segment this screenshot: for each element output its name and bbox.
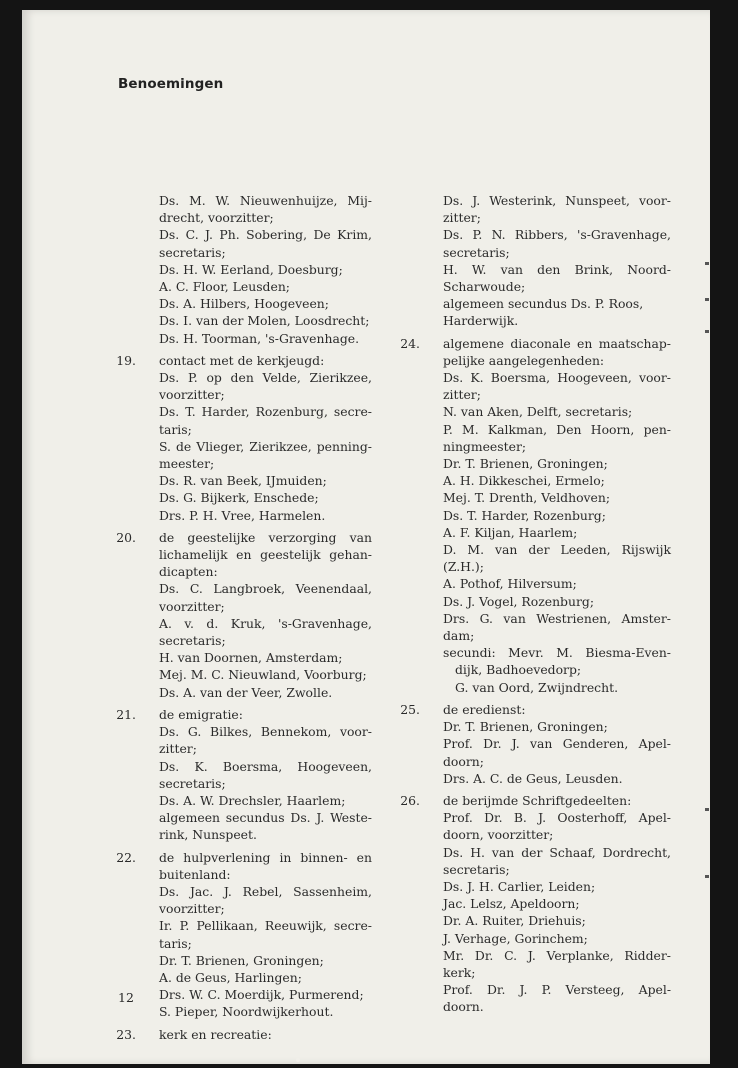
text-line: lichamelijk en geestelijk gehan- — [159, 547, 372, 563]
text-line: secretaris; — [443, 861, 510, 877]
text-line: Ds. H. van der Schaaf, Dordrecht, — [443, 844, 671, 860]
text-line: J. Verhage, Gorinchem; — [443, 930, 588, 946]
text-line: Harderwijk. — [443, 313, 519, 329]
binding-mark — [705, 808, 709, 811]
text-line: A. H. Dikkeschei, Ermelo; — [443, 473, 605, 489]
text-line: Ds. A. van der Veer, Zwolle. — [159, 684, 333, 700]
appointment-section — [400, 792, 671, 1016]
text-line: Dr. T. Brienen, Groningen; — [443, 456, 608, 472]
text-line: de hulpverlening in binnen- en — [159, 849, 372, 865]
text-line: dijk, Badhoevedorp; — [455, 662, 582, 678]
text-line: Dr. T. Brienen, Groningen; — [443, 719, 608, 735]
text-line: zitter; — [443, 210, 481, 226]
text-line: Ds. J. Vogel, Rozenburg; — [443, 593, 594, 609]
text-line: Ds. C. J. Ph. Sobering, De Krim, — [159, 227, 372, 243]
text-line: doorn. — [443, 999, 484, 1015]
text-line: voorzitter; — [159, 901, 225, 917]
section-number: 25. — [400, 701, 420, 717]
section-number: 26. — [400, 792, 420, 808]
appointment-section — [116, 706, 372, 844]
text-line: doorn, voorzitter; — [443, 827, 554, 843]
text-line: Prof. Dr. J. van Genderen, Apel- — [443, 736, 671, 752]
text-line: Mr. Dr. C. J. Verplanke, Ridder- — [443, 947, 671, 963]
right-column — [400, 192, 671, 1016]
binding-mark — [705, 330, 709, 333]
text-line: Ds. J. Westerink, Nunspeet, voor- — [443, 193, 671, 208]
text-line: secretaris; — [159, 633, 226, 649]
text-line: Drs. P. H. Vree, Harmelen. — [159, 507, 326, 523]
text-line: Prof. Dr. J. P. Versteeg, Apel- — [443, 982, 671, 998]
section-number: 24. — [400, 335, 420, 351]
text-line: secundi: Mevr. M. Biesma-Even- — [443, 645, 671, 661]
binding-mark — [705, 298, 709, 301]
section-number: 20. — [116, 529, 136, 545]
text-line: Dr. A. Ruiter, Driehuis; — [443, 913, 586, 929]
text-line: Mej. T. Drenth, Veldhoven; — [443, 490, 611, 506]
text-line: Ds. T. Harder, Rozenburg; — [443, 507, 606, 523]
text-line: Ds. Jac. J. Rebel, Sassenheim, — [159, 883, 372, 899]
text-line: Ds. G. Bilkes, Bennekom, voor- — [159, 724, 372, 740]
document-page — [22, 10, 710, 1064]
text-line: Ds. J. H. Carlier, Leiden; — [443, 878, 596, 894]
text-line: Prof. Dr. B. J. Oosterhoff, Apel- — [443, 810, 671, 826]
text-line: rink, Nunspeet. — [159, 827, 257, 843]
text-line: Drs. G. van Westrienen, Amster- — [443, 610, 671, 626]
text-line: taris; — [159, 935, 192, 951]
text-line: A. v. d. Kruk, 's-Gravenhage, — [159, 615, 372, 631]
text-line: D. M. van der Leeden, Rijswijk — [443, 542, 671, 558]
section-number: 21. — [116, 706, 136, 722]
text-line: zitter; — [159, 741, 197, 757]
text-line: A. Pothof, Hilversum; — [443, 576, 577, 592]
text-line: S. de Vlieger, Zierikzee, penning- — [159, 438, 372, 454]
text-line: doorn; — [443, 753, 484, 769]
appointment-section — [116, 352, 372, 524]
page-header: Benoemingen — [118, 76, 224, 92]
text-line: drecht, voorzitter; — [159, 210, 274, 226]
text-line: Ds. K. Boersma, Hoogeveen, voor- — [443, 370, 671, 386]
text-line: Ds. R. van Beek, IJmuiden; — [159, 473, 327, 489]
text-line: zitter; — [443, 387, 481, 403]
text-line: kerk; — [443, 964, 476, 980]
text-line: pelijke aangelegenheden: — [443, 352, 605, 368]
text-line: Ds. K. Boersma, Hoogeveen, — [159, 758, 372, 774]
page-number: 12 — [118, 990, 134, 1005]
text-line: G. van Oord, Zwijndrecht. — [455, 679, 619, 695]
text-line: taris; — [159, 421, 192, 437]
text-line: Ds. H. Toorman, 's-Gravenhage. — [159, 330, 360, 346]
scan-speck — [296, 1058, 300, 1062]
text-line: dam; — [443, 628, 475, 644]
text-line: Scharwoude; — [443, 279, 526, 295]
text-line: Dr. T. Brienen, Groningen; — [159, 952, 324, 968]
text-line: secretaris; — [443, 244, 510, 260]
text-line: Ds. C. Langbroek, Veenendaal, — [159, 581, 372, 597]
text-line: P. M. Kalkman, Den Hoorn, pen- — [443, 421, 671, 437]
appointment-section — [116, 1026, 372, 1043]
binding-mark — [705, 875, 709, 878]
text-line: Ds. H. W. Eerland, Doesburg; — [159, 261, 343, 277]
text-line: contact met de kerkjeugd: — [159, 352, 325, 368]
text-line: H. W. van den Brink, Noord- — [443, 261, 671, 277]
text-line: meester; — [159, 456, 215, 472]
section-number: 19. — [116, 352, 136, 368]
text-line: algemeen secundus Ds. P. Roos, — [443, 296, 644, 312]
text-line: S. Pieper, Noordwijkerhout. — [159, 1004, 334, 1020]
text-line: Ds. A. W. Drechsler, Haarlem; — [159, 792, 346, 808]
text-line: secretaris; — [159, 775, 226, 791]
text-line: dicapten: — [159, 564, 218, 580]
text-line: voorzitter; — [159, 387, 225, 403]
text-line: algemeen secundus Ds. J. Weste- — [159, 810, 372, 826]
text-line: Ds. P. N. Ribbers, 's-Gravenhage, — [443, 227, 671, 243]
continuation-block — [142, 192, 372, 347]
text-line: voorzitter; — [159, 598, 225, 614]
text-line: Drs. W. C. Moerdijk, Purmerend; — [159, 987, 364, 1003]
binding-mark — [705, 262, 709, 265]
appointment-section — [400, 335, 671, 696]
text-line: Ds. G. Bijkerk, Enschede; — [159, 490, 319, 506]
text-line: buitenland: — [159, 866, 231, 882]
text-line: N. van Aken, Delft, secretaris; — [443, 404, 633, 420]
text-line: H. van Doornen, Amsterdam; — [159, 650, 343, 666]
text-line: Jac. Lelsz, Apeldoorn; — [443, 896, 580, 912]
text-line: ningmeester; — [443, 438, 527, 454]
text-line: algemene diaconale en maatschap- — [443, 335, 671, 351]
text-line: de berijmde Schriftgedeelten: — [443, 792, 632, 808]
text-line: secretaris; — [159, 244, 226, 260]
continuation-block — [426, 192, 671, 330]
text-line: Ir. P. Pellikaan, Reeuwijk, secre- — [159, 918, 372, 934]
text-line: Ds. M. W. Nieuwenhuijze, Mij- — [159, 193, 372, 208]
text-line: Ds. T. Harder, Rozenburg, secre- — [159, 404, 372, 420]
text-line: (Z.H.); — [443, 559, 484, 575]
text-line: A. F. Kiljan, Haarlem; — [443, 524, 578, 540]
section-number: 23. — [116, 1026, 136, 1042]
text-line: Ds. P. op den Velde, Zierikzee, — [159, 370, 372, 386]
section-number: 22. — [116, 849, 136, 865]
text-line: A. de Geus, Harlingen; — [159, 969, 302, 985]
text-line: Mej. M. C. Nieuwland, Voorburg; — [159, 667, 367, 683]
text-line: A. C. Floor, Leusden; — [159, 279, 290, 295]
text-line: Drs. A. C. de Geus, Leusden. — [443, 770, 623, 786]
appointment-section — [400, 701, 671, 787]
text-line: Ds. A. Hilbers, Hoogeveen; — [159, 296, 329, 312]
text-line: Ds. I. van der Molen, Loosdrecht; — [159, 313, 370, 329]
text-line: de emigratie: — [159, 706, 243, 722]
appointment-section — [116, 529, 372, 701]
text-line: de eredienst: — [443, 701, 526, 717]
text-line: de geestelijke verzorging van — [159, 529, 372, 545]
text-line: kerk en recreatie: — [159, 1026, 272, 1042]
